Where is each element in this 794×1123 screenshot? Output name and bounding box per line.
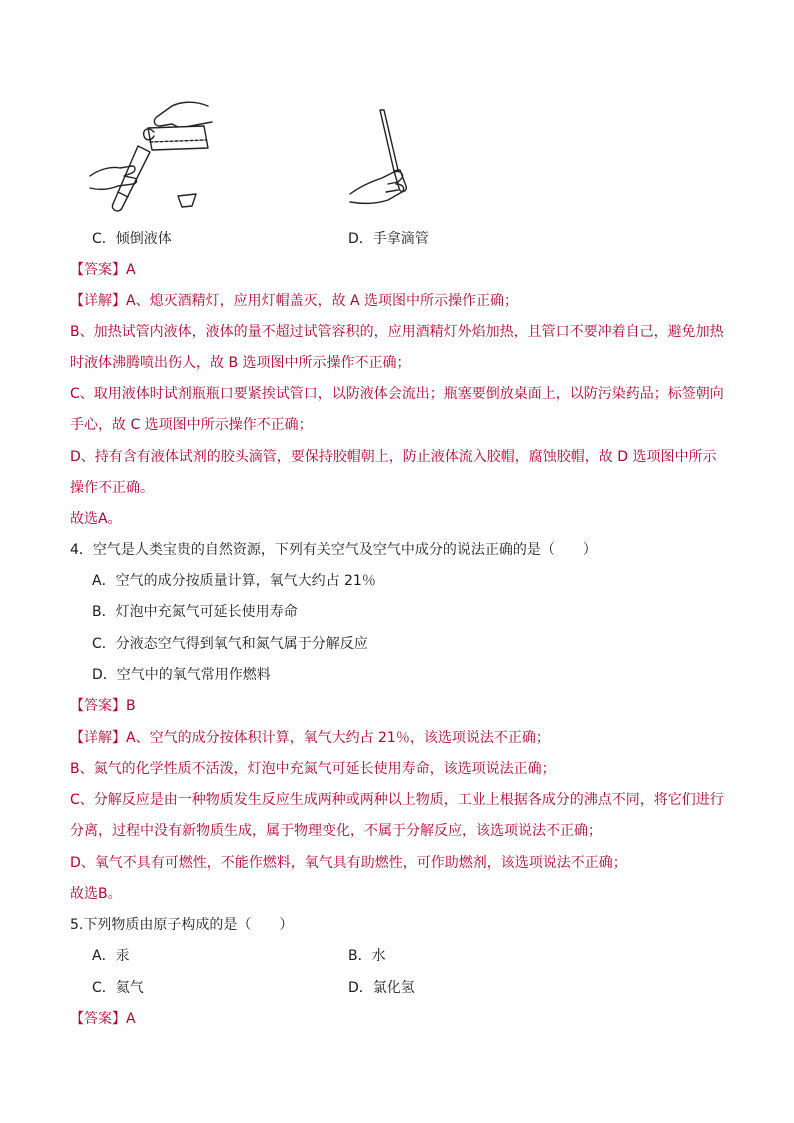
explanation-tag: 【详解】 <box>70 293 126 309</box>
q4-option-b: B．灯泡中充氮气可延长使用寿命 <box>92 604 298 620</box>
q3-explanation-d1: D、持有含有液体试剂的胶头滴管，要保持胶帽朝上，防止液体流入胶帽，腐蚀胶帽，故 D 选项图中所示 <box>70 449 717 465</box>
answer-value: A <box>126 262 136 278</box>
q5-option-a: A．汞 <box>92 948 130 964</box>
q4-explanation-c1: C、分解反应是由一种物质发生反应生成两种或两种以上物质，工业上根据各成分的沸点不同，将它们进行 <box>70 792 724 808</box>
q3-option-d: D．手拿滴管 <box>348 231 429 247</box>
q4-option-c: C．分液态空气得到氧气和氮气属于分解反应 <box>92 636 368 652</box>
explanation-tag: 【详解】 <box>70 730 126 746</box>
q3-explanation-a <box>70 290 518 310</box>
q5-answer <box>70 1008 136 1028</box>
pouring-liquid-illustration <box>88 96 218 216</box>
q4-answer <box>70 695 136 715</box>
answer-tag: 【答案】 <box>70 698 126 714</box>
q3-explanation-b2: 时液体沸腾喷出伤人，故 B 选项图中所示操作不正确； <box>70 355 411 371</box>
q4-explanation-b: B、氮气的化学性质不活泼，灯泡中充氮气可延长使用寿命，该选项说法正确； <box>70 761 556 777</box>
q3-conclusion: 故选A。 <box>70 511 122 527</box>
q4-conclusion: 故选B。 <box>70 886 122 902</box>
answer-value: B <box>126 698 136 714</box>
q3-explanation-c1: C、取用液体时试剂瓶瓶口要紧挨试管口，以防液体会流出；瓶塞要倒放桌面上，以防污染药品；标签朝向 <box>70 386 724 402</box>
answer-tag: 【答案】 <box>70 262 126 278</box>
q5-option-d: D．氯化氢 <box>348 980 415 996</box>
q4-explanation-c2: 分离，过程中没有新物质生成，属于物理变化，不属于分解反应，该选项说法不正确； <box>70 823 602 839</box>
q3-explanation-c2: 手心，故 C 选项图中所示操作不正确； <box>70 417 313 433</box>
q4-explanation-d: D、氧气不具有可燃性，不能作燃料，氧气具有助燃性，可作助燃剂，该选项说法不正确； <box>70 855 627 871</box>
holding-dropper-illustration <box>348 108 438 208</box>
q5-option-c: C．氦气 <box>92 980 144 996</box>
q4-explanation-a <box>70 727 550 747</box>
explanation-line: A、熄灭酒精灯，应用灯帽盖灭，故 A 选项图中所示操作正确； <box>126 293 519 309</box>
q5-stem: 5.下列物质由原子构成的是（ ） <box>70 917 294 933</box>
q4-option-d: D．空气中的氧气常用作燃料 <box>92 667 271 683</box>
answer-tag: 【答案】 <box>70 1011 126 1027</box>
explanation-line: A、空气的成分按体积计算，氧气大约占 21％，该选项说法不正确； <box>126 730 550 746</box>
q4-stem: 4．空气是人类宝贵的自然资源，下列有关空气及空气中成分的说法正确的是（ ） <box>70 542 597 558</box>
q4-option-a: A．空气的成分按质量计算，氧气大约占 21％ <box>92 573 376 589</box>
q3-answer <box>70 259 136 279</box>
q3-option-c: C．倾倒液体 <box>92 231 172 247</box>
answer-value: A <box>126 1011 136 1027</box>
q5-option-b: B．水 <box>348 948 386 964</box>
q3-explanation-b1: B、加热试管内液体，液体的量不超过试管容积的，应用酒精灯外焰加热，且管口不要冲着自己，避免加热 <box>70 324 724 340</box>
q3-explanation-d2: 操作不正确。 <box>70 480 154 496</box>
